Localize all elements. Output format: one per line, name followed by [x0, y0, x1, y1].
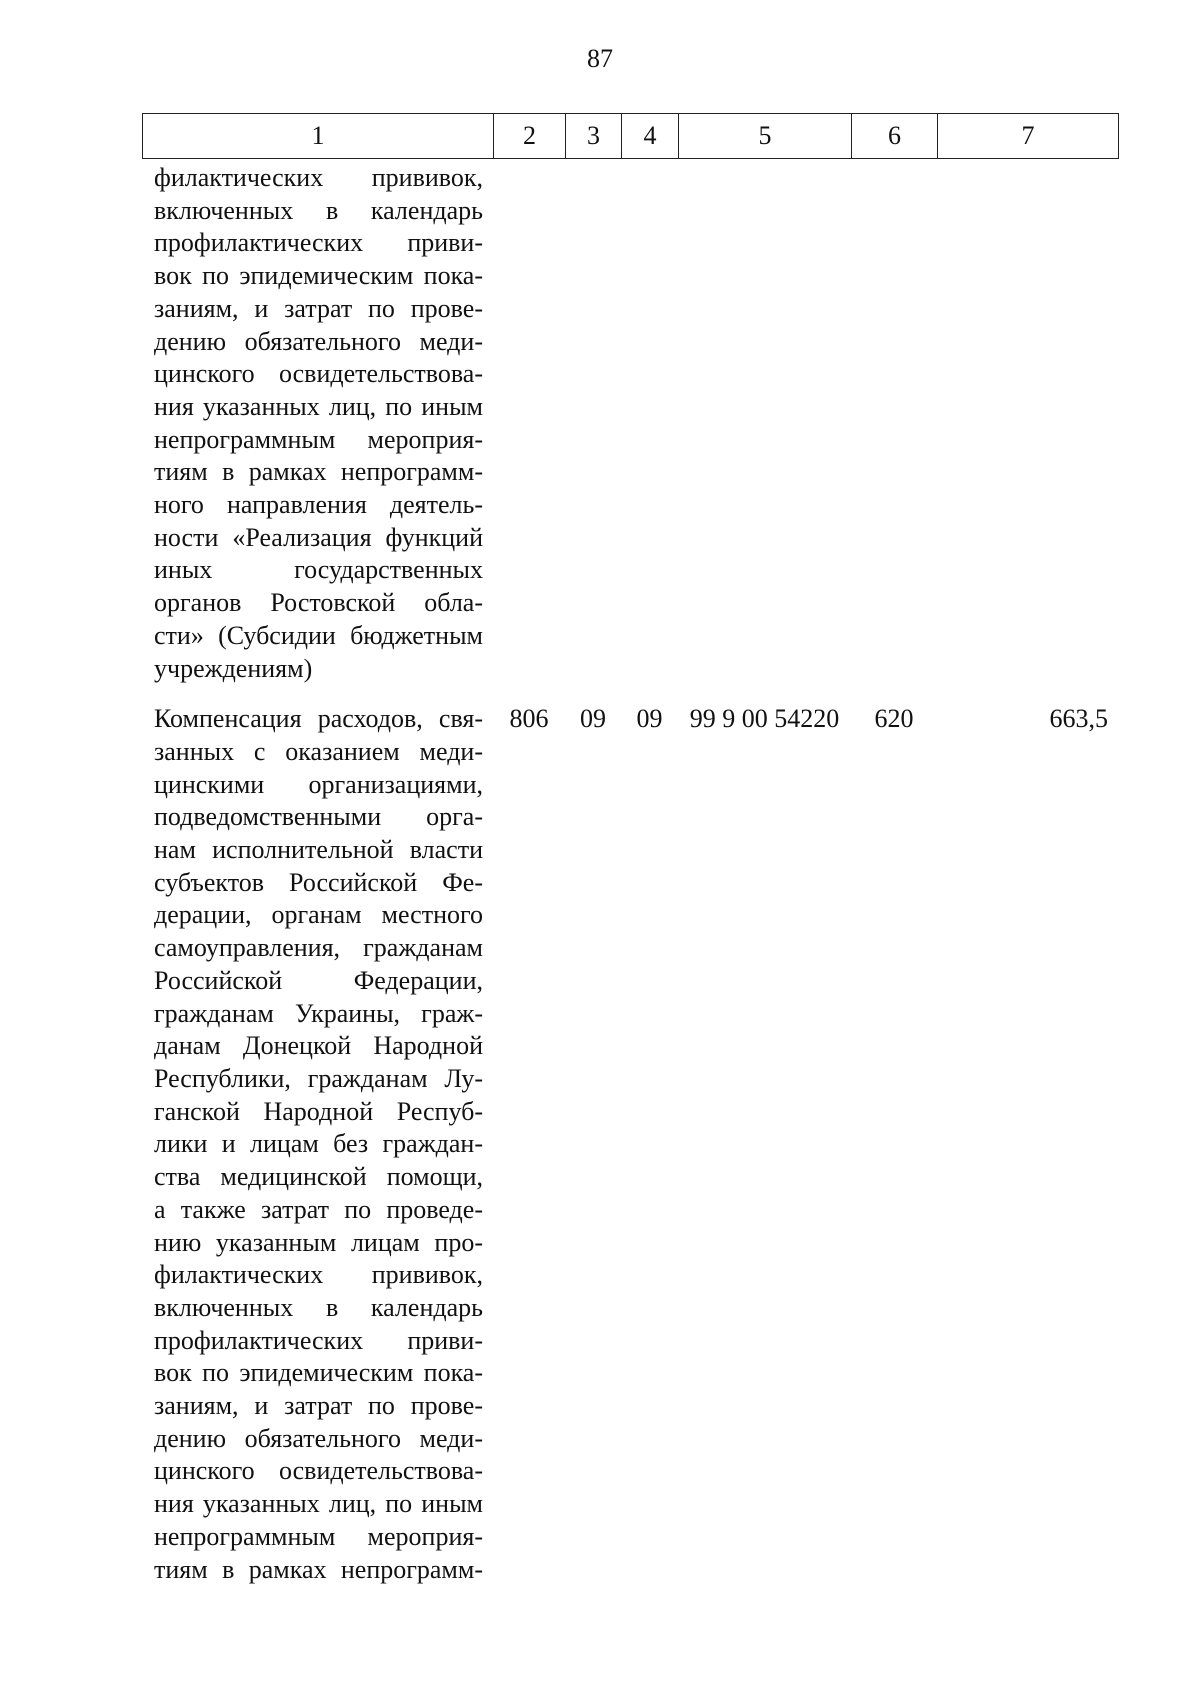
header-col-6: 6	[852, 114, 938, 159]
description-line: гражданам Украины, граж-	[154, 998, 483, 1028]
description-line: филактических прививок,	[154, 163, 483, 192]
description-line: ганской Народной Респуб-	[154, 1096, 483, 1126]
description-line: тиям в рамках непрограмм-	[154, 1554, 483, 1584]
description-line: а также затрат по проведе-	[154, 1194, 483, 1224]
description-line: непрограммным мероприя-	[154, 424, 483, 454]
row-description	[142, 703, 493, 1586]
description-line: цинского освидетельствова-	[154, 359, 483, 389]
row-col-6: 620	[874, 704, 914, 734]
description-line: дению обязательного меди-	[154, 1423, 483, 1453]
description-line: дерации, органам местного	[154, 900, 483, 930]
header-col-1: 1	[143, 114, 494, 159]
row-col-6	[851, 162, 937, 685]
description-line: заниям, и затрат по прове-	[154, 293, 483, 323]
header-col-7: 7	[938, 114, 1119, 159]
description-line: профилактических приви-	[154, 228, 483, 258]
description-line: нам исполнительной власти	[154, 835, 483, 865]
page-number: 87	[587, 44, 613, 73]
description-line: органов Ростовской обла-	[154, 588, 483, 618]
description-line: иных государственных	[154, 555, 483, 585]
row-col-2	[493, 162, 565, 685]
description-line: нию указанным лицам про-	[154, 1227, 483, 1257]
row-col-7: 663,5	[1049, 704, 1108, 734]
table-header	[142, 113, 1119, 159]
description-line: самоуправления, гражданам	[154, 933, 483, 963]
description-line: включенных в календарь	[154, 195, 483, 225]
description-line: учреждениям)	[154, 653, 313, 683]
description-line: субъектов Российской Фе-	[154, 867, 483, 897]
row-col-5: 99 9 00 54220	[689, 704, 840, 734]
description-line: подведомственными орга-	[154, 802, 483, 832]
description-line: дению обязательного меди-	[154, 326, 483, 356]
table-row	[142, 703, 1118, 1586]
table-body	[142, 162, 1118, 1586]
description-line: Компенсация расходов, свя-	[154, 704, 483, 734]
description-line: непрограммным мероприя-	[154, 1521, 483, 1551]
description-line: Республики, гражданам Лу-	[154, 1063, 483, 1093]
row-col-4	[621, 162, 678, 685]
header-col-2: 2	[494, 114, 566, 159]
description-line: цинскими организациями,	[154, 769, 483, 799]
description-line: ния указанных лиц, по иным	[154, 1489, 483, 1519]
description-line: Российской Федерации,	[154, 965, 483, 995]
table-row	[142, 162, 1118, 685]
description-line: вок по эпидемическим пока-	[154, 261, 483, 291]
description-line: ного направления деятель-	[154, 490, 483, 520]
description-line: заниям, и затрат по прове-	[154, 1391, 483, 1421]
description-line: сти» (Субсидии бюджетным	[154, 620, 483, 650]
description-line: занных с оказанием меди-	[154, 736, 483, 766]
header-col-4: 4	[622, 114, 679, 159]
header-col-3: 3	[566, 114, 622, 159]
description-line: профилактических приви-	[154, 1325, 483, 1355]
description-line: ности «Реализация функций	[154, 522, 483, 552]
description-line: ния указанных лиц, по иным	[154, 391, 483, 421]
description-line: лики и лицам без граждан-	[154, 1129, 483, 1159]
row-description	[142, 162, 493, 685]
description-line: филактических прививок,	[154, 1260, 483, 1290]
row-col-4: 09	[636, 704, 663, 734]
row-col-5	[678, 162, 851, 685]
description-line: данам Донецкой Народной	[154, 1031, 483, 1061]
description-line: ства медицинской помощи,	[154, 1162, 483, 1192]
description-line: тиям в рамках непрограмм-	[154, 457, 483, 487]
description-line: цинского освидетельствова-	[154, 1456, 483, 1486]
row-col-2: 806	[509, 704, 549, 734]
description-line: включенных в календарь	[154, 1292, 483, 1322]
row-col-3	[565, 162, 621, 685]
row-col-3: 09	[580, 704, 606, 734]
header-col-5: 5	[679, 114, 852, 159]
description-line: вок по эпидемическим пока-	[154, 1358, 483, 1388]
row-col-7	[937, 162, 1118, 685]
